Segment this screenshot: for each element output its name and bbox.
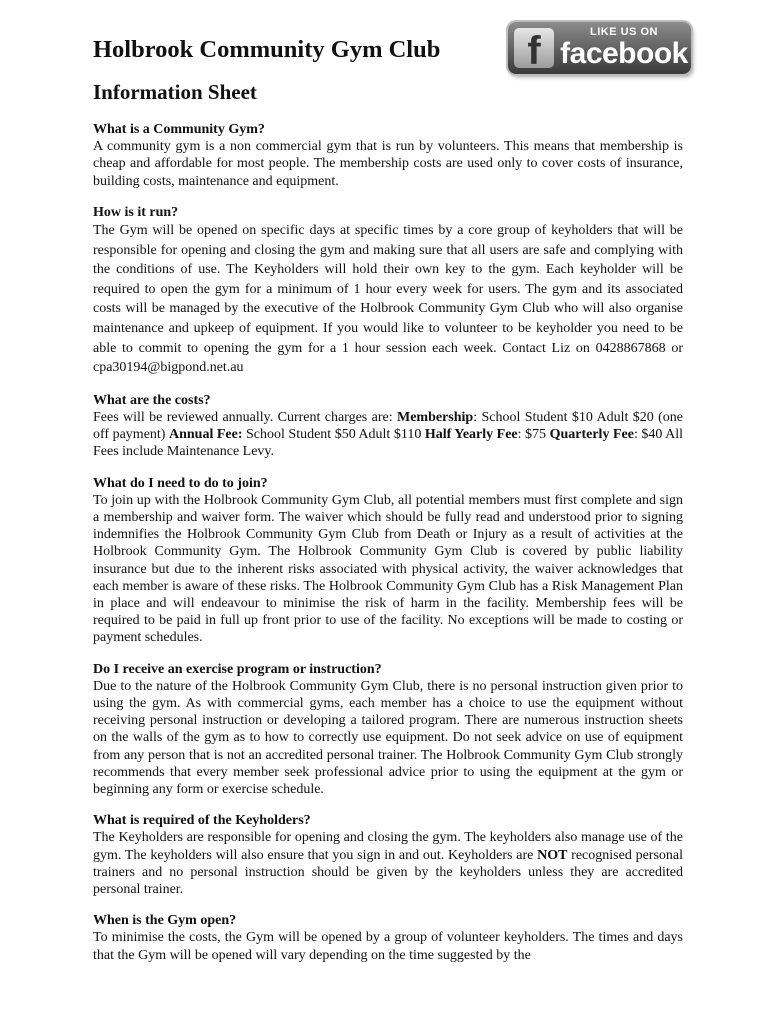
annual-fee-label: Annual Fee: — [168, 427, 243, 443]
membership-text: : School Student $10 Adult $20 (one off payment) — [93, 409, 683, 443]
document-body — [93, 121, 683, 978]
section-text: To join up with the Holbrook Community Gym Club, all potential members must first complete and sign a membership and waiver form. The waiver which should be fully read and understood prior to signing indemnifies the Holbrook Community Gym Club from Death or Injury as a result of activities at the Holbrook Community Gym. The Holbrook Community Gym Club is covered by public liability insurance but due to the inherent risks associated with physical activity, the waiver acknowledges that each member is aware of these risks. The Holbrook Community Gym Club has a Risk Management Plan in place and will endeavour to minimise the risk of harm in the facility. Membership fees will be required to be paid in full up front prior to use of the facility. No exceptions will be made to costing or payment schedules. — [93, 492, 683, 646]
section-heading: What is a Community Gym? — [93, 122, 265, 137]
section-text: To minimise the costs, the Gym will be opened by a group of volunteer keyholders. The times and days that the Gym will be opened will vary depending on the time suggested by the — [93, 930, 683, 963]
section-text: Due to the nature of the Holbrook Community Gym Club, there is no personal instruction given prior to using the gym. As with commercial gyms, each member has a choice to use the equipment without receiving personal instruction or developing a tailored program. There are numerous instruction sheets on the walls of the gym as to how to correctly use equipment. Do not seek advice on use of equipment from any person that is not an accredited personal trainer. The Holbrook Community Gym Club strongly recommends that every member seek professional advice prior to using the equipment at the gym or beginning any form or exercise schedule. — [93, 678, 683, 798]
facebook-icon: f — [514, 28, 554, 68]
facebook-wordmark: facebook — [560, 37, 688, 70]
membership-label: Membership — [396, 409, 474, 425]
keyholders-text-a: The Keyholders are responsible for opening and closing the gym. The keyholders also manage use of the gym. The keyholders will also ensure that you sign in and out. Keyholders are — [93, 830, 683, 863]
section-how-run — [93, 204, 683, 378]
quarterly-fee-text: : $40 All Fees include Maintenance Levy. — [93, 427, 683, 460]
facebook-like-label: LIKE US ON — [590, 26, 658, 38]
section-join — [93, 475, 683, 647]
section-heading: What do I need to do to join? — [93, 475, 268, 491]
annual-fee-text: School Student $50 Adult $110 — [242, 427, 425, 443]
keyholders-text-b: recognised personal trainers and no personal instruction should be given by the keyholders unless they are accredited personal trainer. — [93, 847, 683, 898]
keyholders-not-emphasis: NOT — [537, 847, 568, 863]
section-heading: When is the Gym open? — [93, 913, 237, 929]
section-costs — [93, 392, 683, 461]
section-text — [93, 409, 683, 461]
section-heading: Do I receive an exercise program or instruction? — [93, 661, 382, 677]
half-yearly-fee-label: Half Yearly Fee — [424, 427, 518, 443]
section-heading: What are the costs? — [93, 392, 211, 408]
section-text — [93, 829, 683, 898]
facebook-like-badge[interactable] — [508, 22, 691, 74]
costs-intro: Fees will be reviewed annually. Current charges are: — [93, 409, 397, 425]
section-open — [93, 912, 683, 964]
section-heading: How is it run? — [93, 204, 179, 220]
section-program — [93, 661, 683, 799]
section-text: A community gym is a non commercial gym that is run by volunteers. This means that membership is cheap and affordable for most people. The membership costs are used only to cover costs of insurance, building costs, maintenance and equipment. — [93, 139, 683, 189]
section-heading: What is required of the Keyholders? — [93, 813, 311, 829]
section-what-is — [93, 121, 683, 190]
quarterly-fee-label: Quarterly Fee — [549, 427, 634, 443]
section-text: The Gym will be opened on specific days at specific times by a core group of keyholders that will be responsible for opening and closing the gym and making sure that all users are safe and complying with the conditions of use. The Keyholders will hold their own key to the gym. Each keyholder will be required to open the gym for a minimum of 1 hour every week for users. The gym and its associated costs will be managed by the executive of the Holbrook Community Gym Club who will also organise maintenance and upkeep of equipment. If you would like to volunteer to be keyholder you need to be able to commit to opening the gym for a 1 hour session each week. Contact Liz on 0428867868 or cpa30194@bigpond.net.au — [93, 223, 683, 376]
section-keyholders — [93, 812, 683, 898]
page-title: Holbrook Community Gym Club — [93, 36, 441, 63]
page-subtitle: Information Sheet — [93, 80, 257, 104]
half-yearly-fee-text: : $75 — [517, 427, 550, 443]
